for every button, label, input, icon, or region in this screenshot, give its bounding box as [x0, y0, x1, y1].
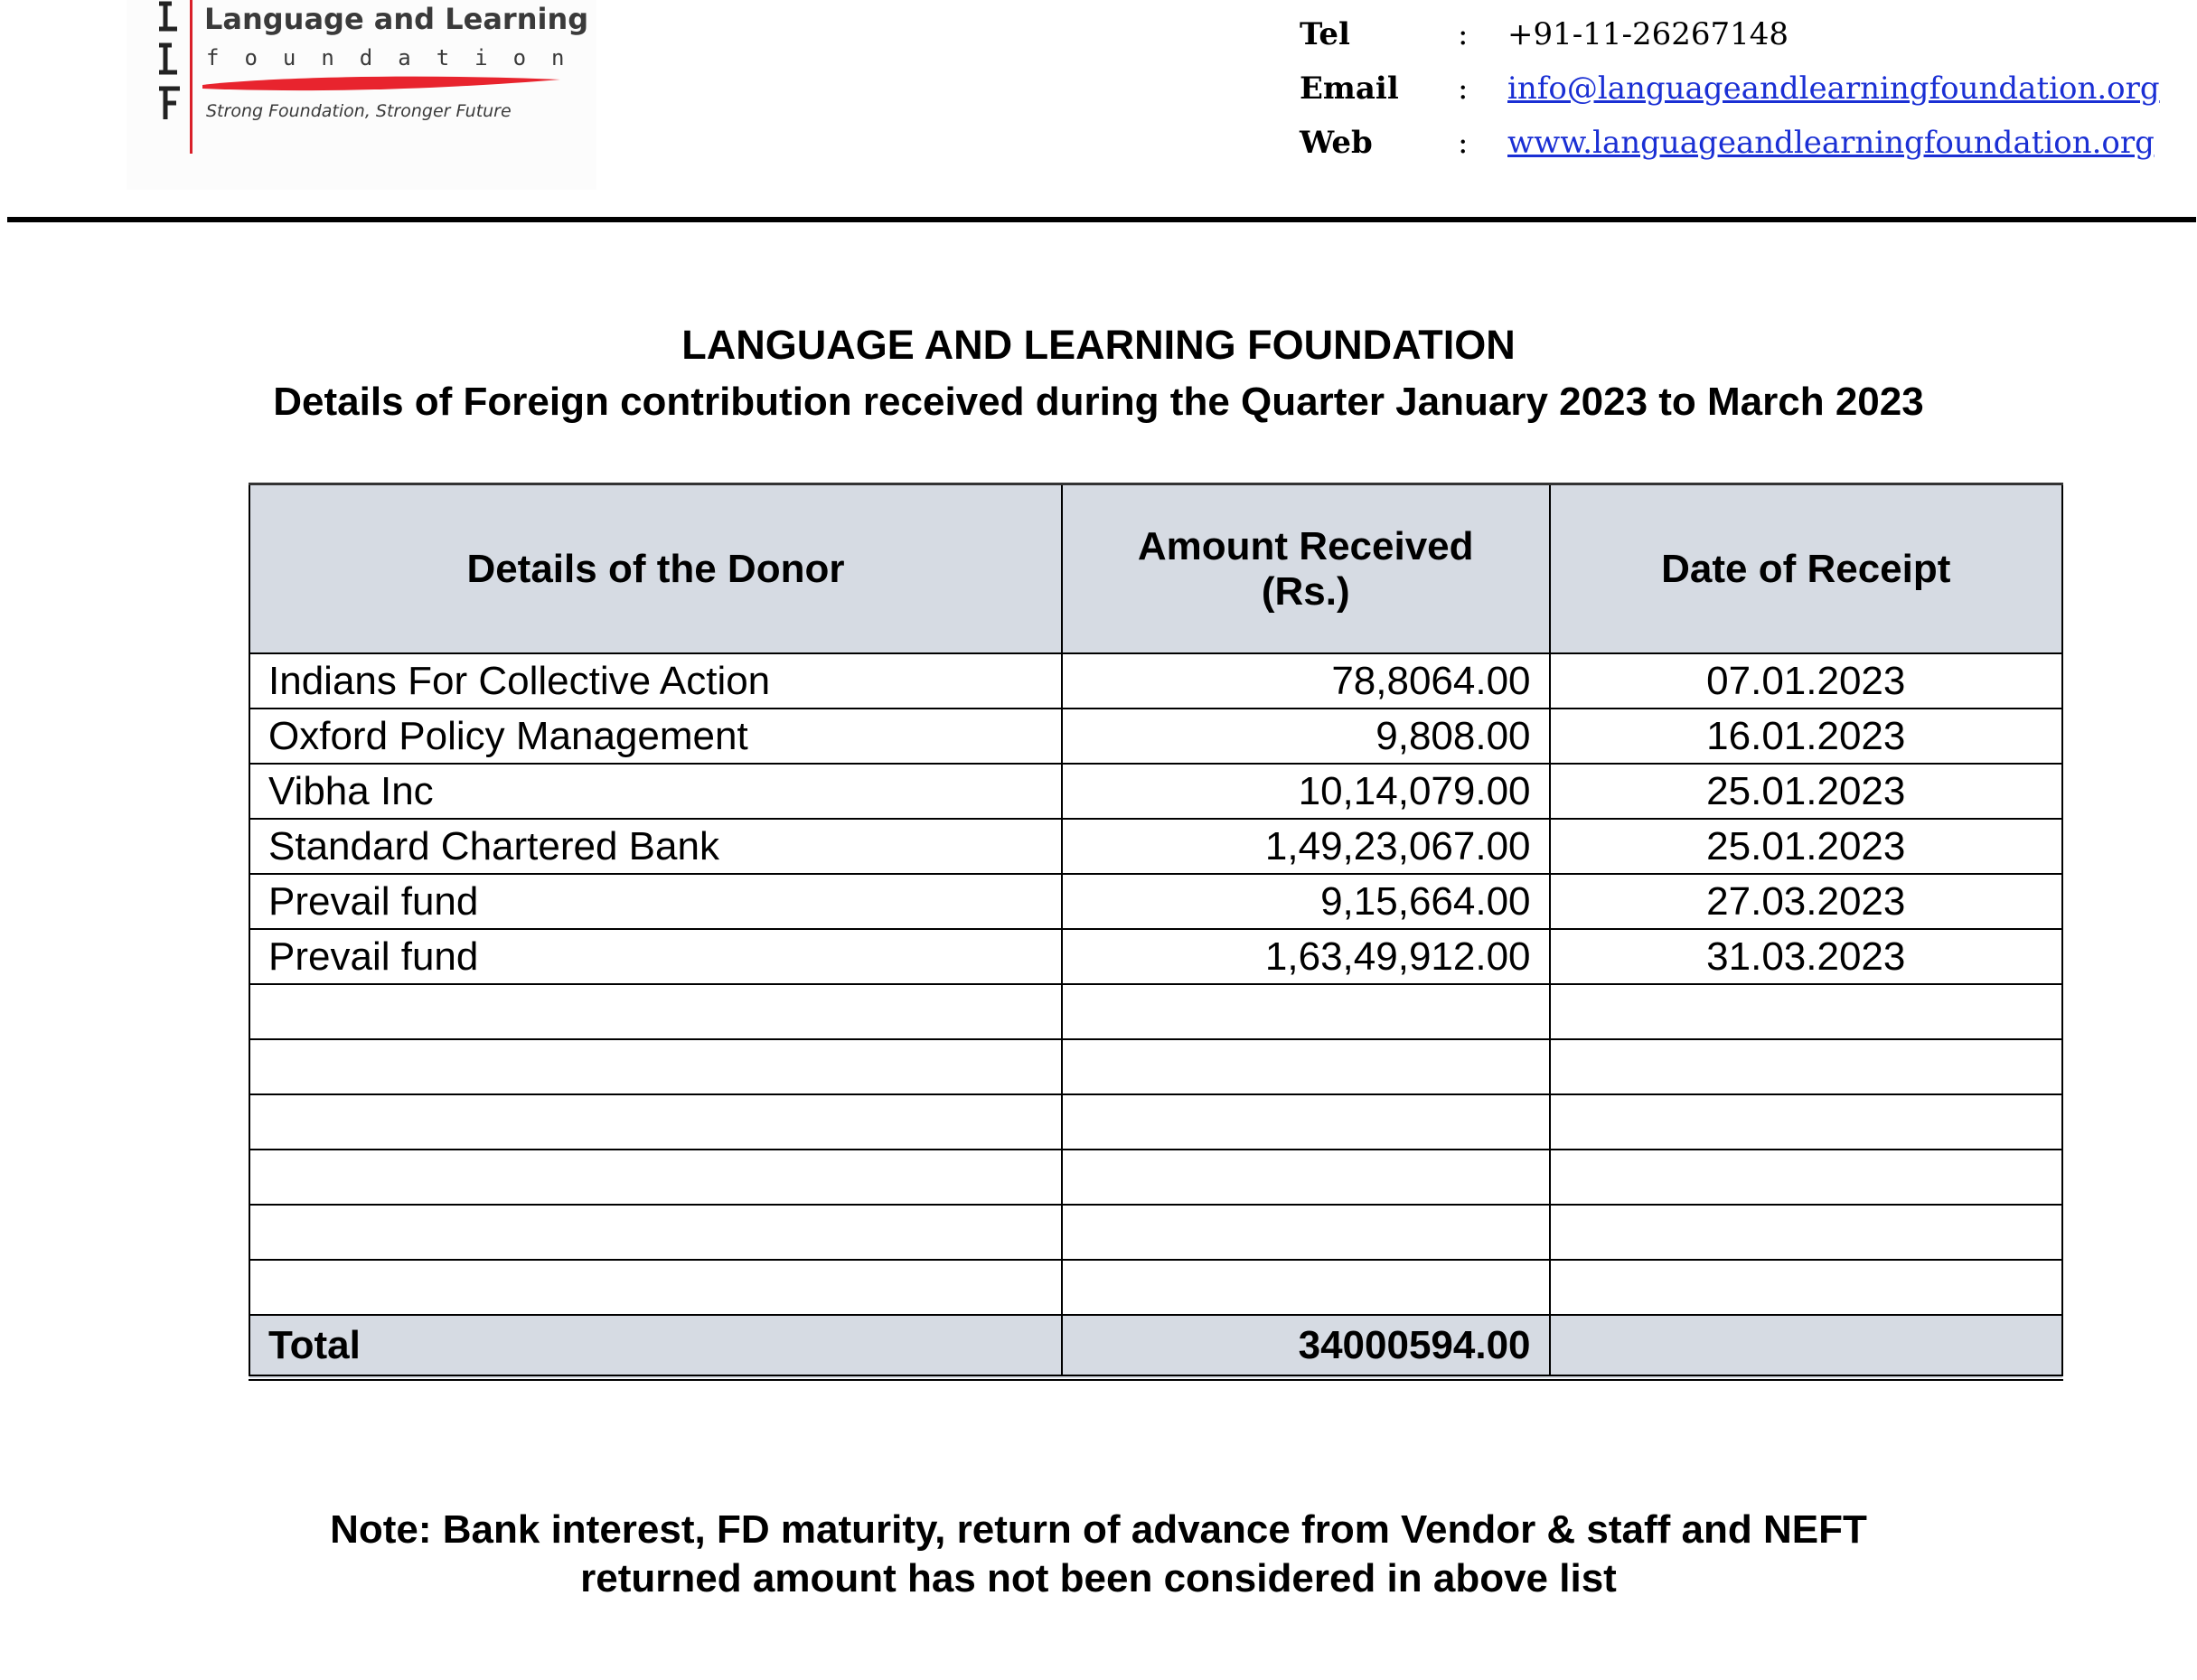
empty-cell — [1062, 1150, 1550, 1205]
amount-cell: 1,49,23,067.00 — [1062, 819, 1550, 874]
empty-cell — [1062, 1039, 1550, 1094]
empty-cell — [1062, 1260, 1550, 1315]
contact-label: Web — [1300, 125, 1373, 161]
empty-cell — [249, 1150, 1062, 1205]
empty-cell — [1550, 1205, 2062, 1260]
footnote — [0, 1506, 2197, 1603]
document-title: LANGUAGE AND LEARNING FOUNDATION — [681, 322, 1516, 368]
contact-label: Email — [1300, 70, 1399, 107]
contact-colon: : — [1458, 16, 1469, 52]
table-row — [249, 653, 2062, 709]
column-header-donor: Details of the Donor — [249, 484, 1062, 654]
logo-letters-mark — [155, 0, 183, 131]
empty-row — [249, 1094, 2062, 1150]
logo-name: Language and Learning — [204, 2, 589, 36]
contact-colon: : — [1458, 70, 1469, 107]
table-row — [249, 709, 2062, 764]
empty-row — [249, 1039, 2062, 1094]
amount-cell: 1,63,49,912.00 — [1062, 929, 1550, 984]
logo-tagline: Strong Foundation, Stronger Future — [206, 101, 512, 121]
column-header-date: Date of Receipt — [1550, 484, 2062, 654]
total-label: Total — [249, 1315, 1062, 1378]
empty-row — [249, 1150, 2062, 1205]
amount-cell: 78,8064.00 — [1062, 653, 1550, 709]
empty-row — [249, 1260, 2062, 1315]
donor-cell: Prevail fund — [249, 874, 1062, 929]
empty-cell — [1550, 1094, 2062, 1150]
empty-cell — [1550, 1039, 2062, 1094]
empty-cell — [1062, 1094, 1550, 1150]
date-cell: 07.01.2023 — [1550, 653, 2062, 709]
table-row — [249, 764, 2062, 819]
footnote-line1: Note: Bank interest, FD maturity, return of advance from Vendor & staff and NEFT — [330, 1507, 1867, 1552]
footnote-line2: returned amount has not been considered in above list — [580, 1556, 1617, 1600]
table-header-row — [249, 484, 2062, 654]
document-subtitle: Details of Foreign contribution received during the Quarter January 2023 to March 2023 — [273, 380, 1924, 424]
logo-subname: foundation — [206, 45, 590, 70]
table-row — [249, 819, 2062, 874]
donor-cell: Prevail fund — [249, 929, 1062, 984]
amount-cell: 9,15,664.00 — [1062, 874, 1550, 929]
donor-cell: Vibha Inc — [249, 764, 1062, 819]
column-header-amount-line2: (Rs.) — [1261, 568, 1350, 614]
empty-cell — [1550, 984, 2062, 1039]
empty-cell — [1550, 1260, 2062, 1315]
contact-label: Tel — [1300, 16, 1350, 52]
empty-cell — [249, 1260, 1062, 1315]
header-divider — [7, 217, 2196, 222]
contact-colon: : — [1458, 125, 1469, 161]
table-row — [249, 929, 2062, 984]
website-link[interactable]: www.languageandlearningfoundation.org — [1507, 125, 2155, 161]
empty-row — [249, 1205, 2062, 1260]
column-header-amount-line1: Amount Received — [1137, 523, 1474, 568]
total-date-cell — [1550, 1315, 2062, 1378]
donor-cell: Standard Chartered Bank — [249, 819, 1062, 874]
empty-cell — [249, 984, 1062, 1039]
amount-cell: 9,808.00 — [1062, 709, 1550, 764]
contact-tel-value: +91-11-26267148 — [1507, 16, 1789, 52]
email-link[interactable]: info@languageandlearningfoundation.org — [1507, 70, 2160, 107]
empty-cell — [249, 1094, 1062, 1150]
logo-swoosh — [201, 74, 562, 94]
date-cell: 27.03.2023 — [1550, 874, 2062, 929]
table-row — [249, 874, 2062, 929]
empty-cell — [249, 1039, 1062, 1094]
empty-cell — [1062, 984, 1550, 1039]
contribution-table — [249, 483, 2063, 1381]
empty-cell — [1062, 1205, 1550, 1260]
logo-red-bar — [190, 0, 192, 154]
empty-cell — [1550, 1150, 2062, 1205]
amount-cell: 10,14,079.00 — [1062, 764, 1550, 819]
donor-cell: Indians For Collective Action — [249, 653, 1062, 709]
donor-cell: Oxford Policy Management — [249, 709, 1062, 764]
empty-row — [249, 984, 2062, 1039]
column-header-amount — [1062, 484, 1550, 654]
empty-cell — [249, 1205, 1062, 1260]
date-cell: 31.03.2023 — [1550, 929, 2062, 984]
date-cell: 25.01.2023 — [1550, 819, 2062, 874]
total-amount: 34000594.00 — [1062, 1315, 1550, 1378]
total-row — [249, 1315, 2062, 1378]
date-cell: 25.01.2023 — [1550, 764, 2062, 819]
date-cell: 16.01.2023 — [1550, 709, 2062, 764]
